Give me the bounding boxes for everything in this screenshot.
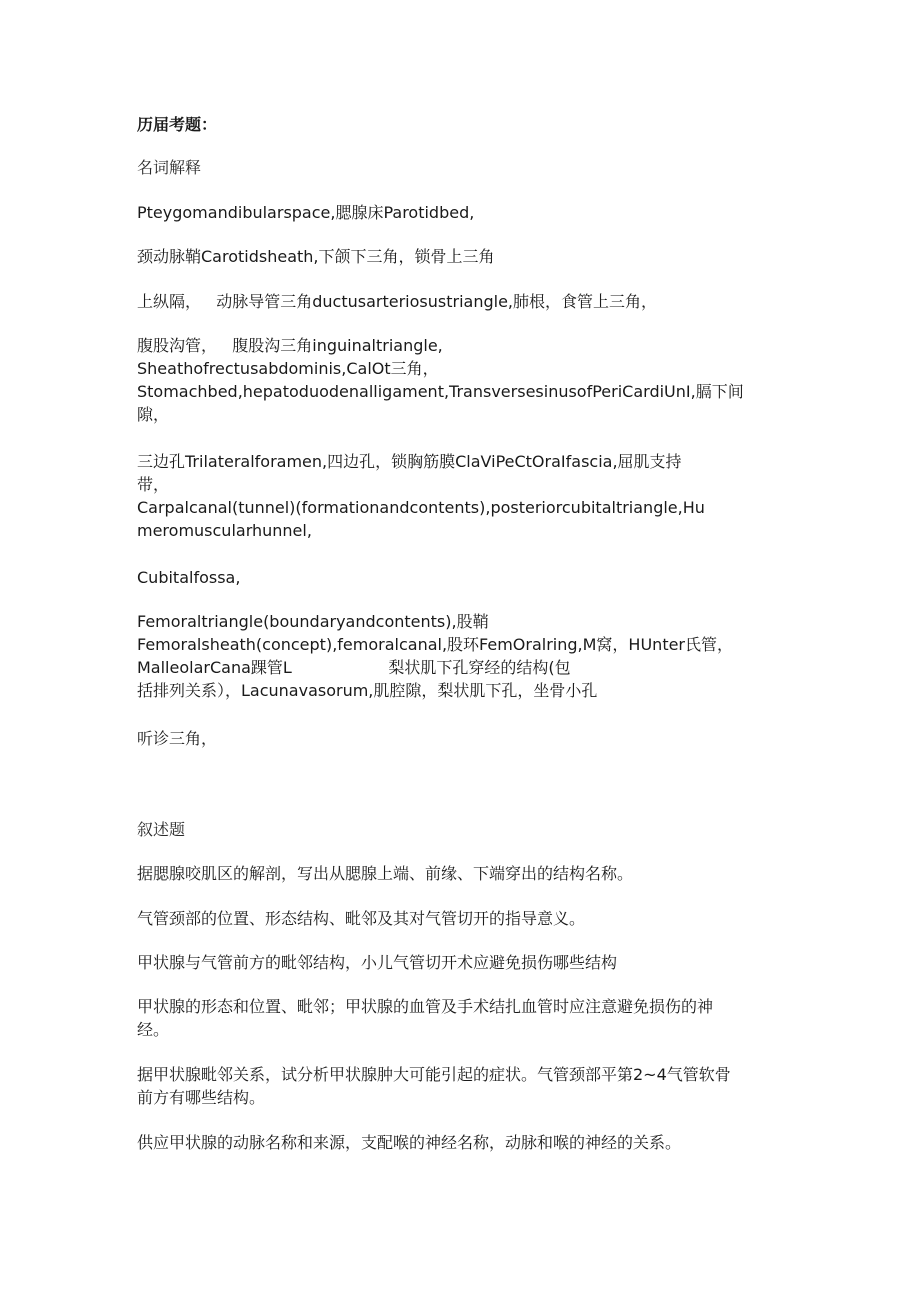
terms-paragraph: [137, 450, 797, 542]
section-essay-title: [137, 818, 797, 841]
section-terms-text: 名词解释: [137, 158, 202, 177]
essay-question: [137, 951, 797, 974]
essay-line: 甲状腺的形态和位置、毗邻；甲状腺的血管及手术结扎血管时应注意避免损伤的神: [137, 997, 714, 1016]
essay-question: [137, 862, 797, 885]
terms-paragraph: [137, 610, 797, 702]
essay-question: [137, 1063, 797, 1109]
heading-text: 历届考题：: [137, 115, 218, 134]
terms-paragraph: [137, 245, 797, 268]
page-heading: [137, 113, 797, 136]
terms-line: Carpalcanal(tunnel)(formationandcontents),posteriorcubitaltriangle,Hu: [137, 498, 705, 517]
terms-paragraph: [137, 727, 797, 750]
terms-line: 听诊三角，: [137, 729, 218, 748]
essay-line: 甲状腺与气管前方的毗邻结构，小儿气管切开术应避免损伤哪些结构: [137, 953, 618, 972]
terms-paragraph: [137, 334, 797, 426]
terms-line: 腹股沟管， 腹股沟三角inguinaltriangle,: [137, 336, 443, 355]
terms-line: 上纵隔， 动脉导管三角ductusarteriosustriangle,肺根，食管上三角，: [137, 292, 658, 311]
terms-line: meromuscularhunnel,: [137, 521, 312, 540]
section-essay-text: 叙述题: [137, 820, 186, 839]
terms-line: Stomachbed,hepatoduodenalligament,TransversesinusofPeriCardiUnI,膈下间: [137, 382, 744, 401]
essay-line: 气管颈部的位置、形态结构、毗邻及其对气管切开的指导意义。: [137, 909, 586, 928]
terms-line: MalleolarCana踝管L 梨状肌下孔穿经的结构(包: [137, 658, 571, 677]
terms-line: Cubitalfossa,: [137, 568, 241, 587]
terms-paragraph: [137, 290, 797, 313]
essay-question: [137, 995, 797, 1041]
terms-line: Pteygomandibularspace,腮腺床Parotidbed,: [137, 203, 475, 222]
essay-line: 经。: [137, 1020, 170, 1039]
terms-paragraph: [137, 566, 797, 589]
terms-paragraph: [137, 201, 797, 224]
terms-line: Sheathofrectusabdominis,CalOt三角，: [137, 359, 439, 378]
essay-question: [137, 907, 797, 930]
terms-line: 隙，: [137, 405, 170, 424]
terms-line: Femoralsheath(concept),femoralcanal,股环FemOralring,M窝，HUnter氏管，: [137, 635, 734, 654]
terms-line: Femoraltriangle(boundaryandcontents),股鞘: [137, 612, 489, 631]
essay-line: 前方有哪些结构。: [137, 1088, 266, 1107]
terms-line: 颈动脉鞘Carotidsheath,下颌下三角，锁骨上三角: [137, 247, 495, 266]
essay-question: [137, 1131, 797, 1154]
terms-line: 括排列关系），Lacunavasorum,肌腔隙，梨状肌下孔，坐骨小孔: [137, 681, 598, 700]
section-terms-title: [137, 156, 797, 179]
essay-line: 供应甲状腺的动脉名称和来源，支配喉的神经名称，动脉和喉的神经的关系。: [137, 1133, 682, 1152]
essay-line: 据腮腺咬肌区的解剖，写出从腮腺上端、前缘、下端穿出的结构名称。: [137, 864, 634, 883]
essay-line: 据甲状腺毗邻关系，试分析甲状腺肿大可能引起的症状。气管颈部平第2~4气管软骨: [137, 1065, 731, 1084]
terms-line: 带，: [137, 475, 170, 494]
terms-line: 三边孔Trilateralforamen,四边孔，锁胸筋膜ClaViPeCtOraIfascia,屈肌支持: [137, 452, 682, 471]
